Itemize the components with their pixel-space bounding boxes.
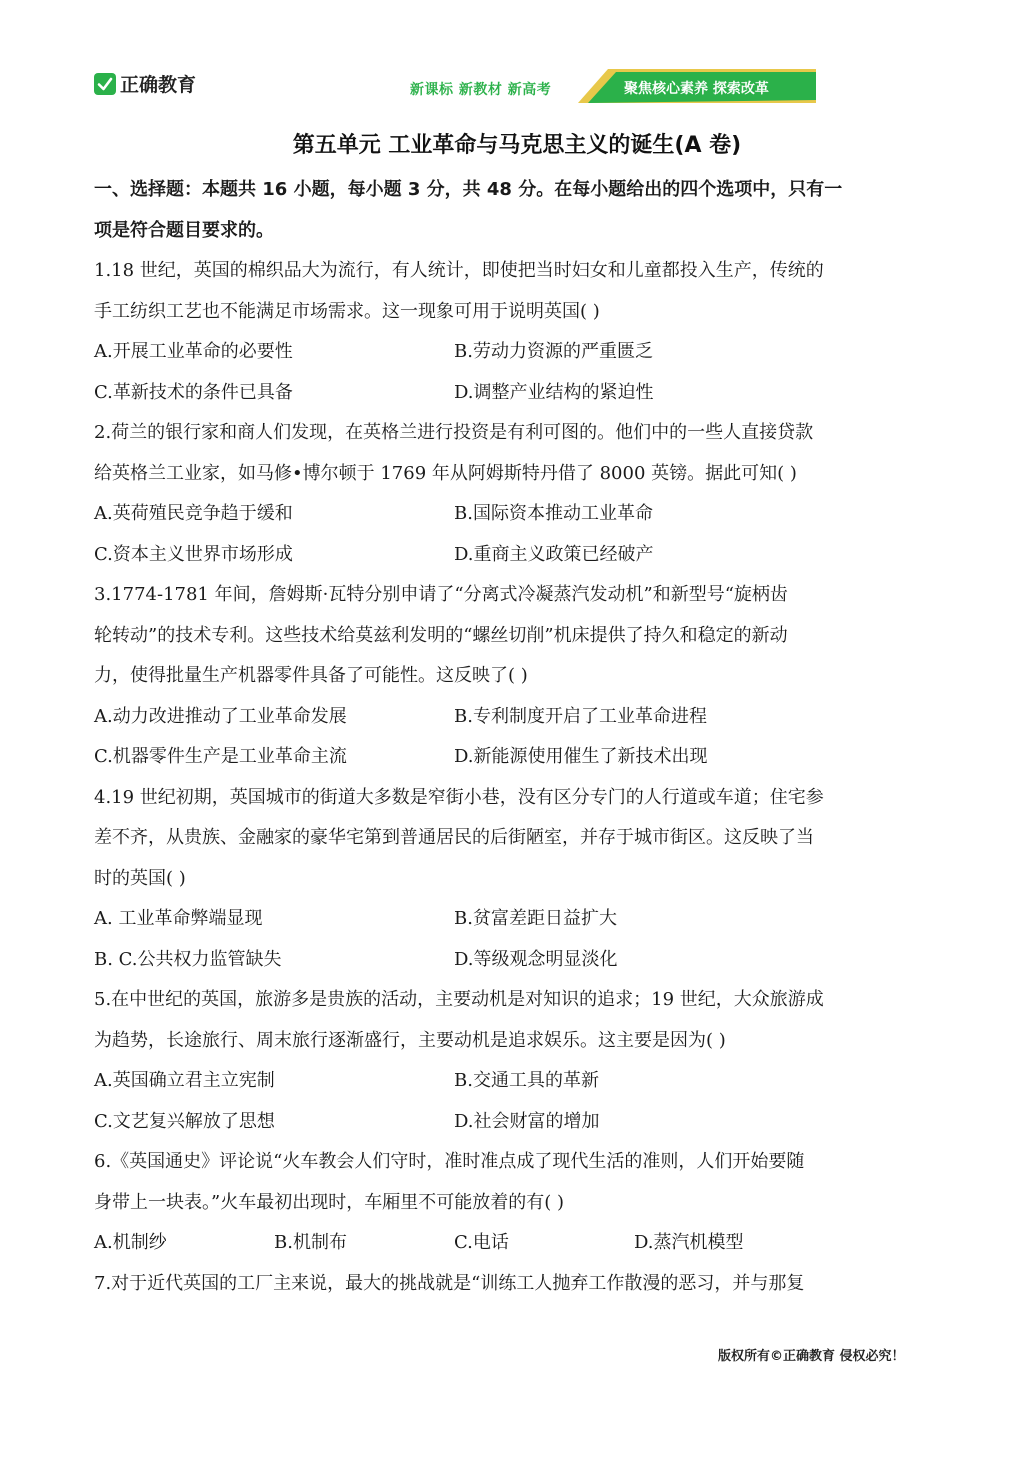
option-b[interactable]: B.专利制度开启了工业革命进程 bbox=[454, 705, 707, 727]
question-3 bbox=[94, 575, 944, 778]
question-text: 2.荷兰的银行家和商人们发现，在英格兰进行投资是有利可图的。他们中的一些人直接贷款 bbox=[94, 422, 814, 443]
question-2 bbox=[94, 413, 944, 575]
slogan-left: 新课标 新教材 新高考 bbox=[410, 82, 552, 98]
question-text: 6.《英国通史》评论说“火车教会人们守时，准时准点成了现代生活的准则，人们开始要随 bbox=[94, 1151, 805, 1172]
question-text: 5.在中世纪的英国，旅游多是贵族的活动，主要动机是对知识的追求；19 世纪，大众旅游成 bbox=[94, 989, 824, 1010]
question-4 bbox=[94, 778, 944, 981]
checkmark-icon bbox=[94, 73, 116, 95]
option-a[interactable]: A.开展工业革命的必要性 bbox=[94, 341, 293, 362]
question-text: 轮转动”的技术专利。这些技术给莫兹利发明的“螺丝切削”机床提供了持久和稳定的新动 bbox=[94, 624, 788, 646]
options-row bbox=[94, 1102, 944, 1143]
question-text: 身带上一块表。”火车最初出现时，车厢里不可能放着的有( ) bbox=[94, 1191, 564, 1213]
option-d[interactable]: D.新能源使用催生了新技术出现 bbox=[454, 746, 708, 767]
option-a[interactable]: A.动力改进推动了工业革命发展 bbox=[94, 705, 347, 727]
option-d[interactable]: D.等级观念明显淡化 bbox=[454, 948, 618, 970]
question-text: 7.对于近代英国的工厂主来说，最大的挑战就是“训练工人抛弃工作散漫的恶习，并与那复 bbox=[94, 1272, 805, 1294]
option-c[interactable]: C.文艺复兴解放了思想 bbox=[94, 1110, 275, 1132]
option-b[interactable]: B.机制布 bbox=[274, 1232, 347, 1253]
question-text: 1.18 世纪，英国的棉织品大为流行，有人统计，即使把当时妇女和儿童都投入生产，传统的 bbox=[94, 260, 824, 281]
section-heading-cont: 项是符合题目要求的。 bbox=[94, 219, 274, 241]
options-row bbox=[94, 494, 944, 535]
question-7 bbox=[94, 1264, 944, 1305]
option-c[interactable]: C.革新技术的条件已具备 bbox=[94, 381, 293, 403]
option-c[interactable]: C.资本主义世界市场形成 bbox=[94, 543, 293, 565]
option-c[interactable]: C.电话 bbox=[454, 1232, 509, 1253]
option-d[interactable]: D.蒸汽机模型 bbox=[634, 1232, 744, 1253]
option-a[interactable]: A.机制纱 bbox=[94, 1232, 167, 1253]
question-text: 3.1774-1781 年间，詹姆斯·瓦特分别申请了“分离式冷凝蒸汽发动机”和新型号“旋柄齿 bbox=[94, 584, 788, 605]
options-row bbox=[94, 940, 944, 981]
option-d[interactable]: D.社会财富的增加 bbox=[454, 1110, 600, 1132]
option-b[interactable]: B.交通工具的革新 bbox=[454, 1070, 599, 1091]
question-text: 力，使得批量生产机器零件具备了可能性。这反映了( ) bbox=[94, 665, 528, 686]
page-title: 第五单元 工业革命与马克思主义的诞生(A 卷) bbox=[292, 133, 742, 158]
option-d[interactable]: D.调整产业结构的紧迫性 bbox=[454, 381, 654, 403]
option-a[interactable]: A. 工业革命弊端显现 bbox=[94, 908, 263, 929]
option-b[interactable]: B.劳动力资源的严重匮乏 bbox=[454, 341, 653, 362]
question-5 bbox=[94, 980, 944, 1142]
question-text: 给英格兰工业家，如马修•博尔顿于 1769 年从阿姆斯特丹借了 8000 英镑。据此可知( ) bbox=[94, 462, 797, 484]
options-row bbox=[94, 697, 944, 738]
option-a[interactable]: A.英国确立君主立宪制 bbox=[94, 1070, 275, 1091]
question-text: 差不齐，从贵族、金融家的豪华宅第到普通居民的后街陋室，并存于城市街区。这反映了当 bbox=[94, 827, 814, 848]
options-row bbox=[94, 332, 944, 373]
option-c[interactable]: C.机器零件生产是工业革命主流 bbox=[94, 746, 347, 767]
question-text: 手工纺织工艺也不能满足市场需求。这一现象可用于说明英国( ) bbox=[94, 300, 600, 322]
copyright-footer: 版权所有©正确教育 侵权必究！ bbox=[718, 1349, 905, 1364]
options-row bbox=[94, 1061, 944, 1102]
brand-logo bbox=[94, 70, 196, 97]
option-b[interactable]: B.国际资本推动工业革命 bbox=[454, 503, 653, 524]
question-text: 时的英国( ) bbox=[94, 867, 186, 889]
option-a[interactable]: A.英荷殖民竞争趋于缓和 bbox=[94, 503, 293, 524]
document-body bbox=[94, 170, 944, 1304]
page-header bbox=[0, 0, 1034, 115]
question-6 bbox=[94, 1142, 944, 1264]
question-1 bbox=[94, 251, 944, 413]
question-text: 为趋势，长途旅行、周末旅行逐渐盛行，主要动机是追求娱乐。这主要是因为( ) bbox=[94, 1029, 726, 1051]
section-heading: 一、选择题：本题共 16 小题，每小题 3 分，共 48 分。在每小题给出的四个选项中，只有一 bbox=[94, 179, 843, 200]
options-row bbox=[94, 1223, 944, 1264]
slogan-right: 聚焦核心素养 探索改革 bbox=[624, 81, 769, 97]
options-row bbox=[94, 535, 944, 576]
option-b[interactable]: B.贫富差距日益扩大 bbox=[454, 908, 617, 929]
options-row bbox=[94, 899, 944, 940]
option-d[interactable]: D.重商主义政策已经破产 bbox=[454, 543, 654, 565]
question-text: 4.19 世纪初期，英国城市的街道大多数是窄街小巷，没有区分专门的人行道或车道；住宅参 bbox=[94, 786, 824, 808]
options-row bbox=[94, 373, 944, 414]
option-c[interactable]: B. C.公共权力监管缺失 bbox=[94, 948, 282, 970]
logo-text: 正确教育 bbox=[120, 74, 197, 96]
options-row bbox=[94, 737, 944, 778]
